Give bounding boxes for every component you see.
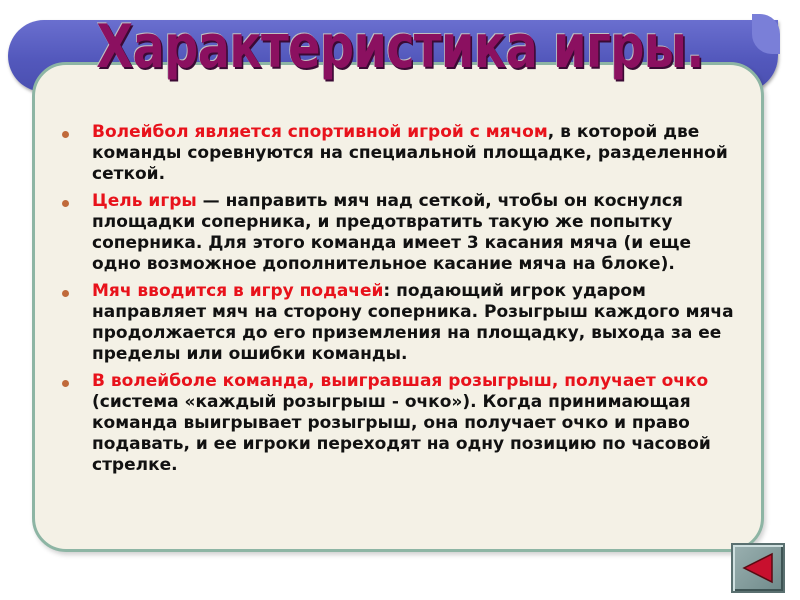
triangle-left-icon — [740, 551, 776, 585]
slide-title: Характеристика игры. — [96, 12, 704, 82]
item-text: — направить мяч над сеткой, чтобы он коснулся площадки соперника, и предотвратить такую же попытку соперника. Для этого команда имеет 3 касания мяча (и еще одно возможное дополнительное касание мяча на блоке). — [92, 191, 691, 274]
bullet-icon — [62, 131, 69, 138]
list-item — [60, 122, 740, 185]
bullet-icon — [62, 290, 69, 297]
back-button[interactable] — [731, 543, 785, 593]
item-highlight: Цель игры — [92, 191, 197, 211]
list-item — [60, 371, 740, 476]
item-text: , в которой две команды соревнуются на специальной площадке, разделенной сеткой. — [92, 122, 728, 184]
bullet-icon — [62, 200, 69, 207]
list-item — [60, 281, 740, 365]
item-text: : подающий игрок ударом направляет мяч на сторону соперника. Розыгрыш каждого мяча продолжается до его приземления на площадку, выхода за ее пределы или ошибки команды. — [92, 281, 734, 364]
bullet-list — [60, 122, 740, 482]
item-highlight: В волейболе команда, выигравшая розыгрыш, получает очко — [92, 371, 709, 391]
item-text: (система «каждый розыгрыш - очко»). Когда принимающая команда выигрывает розыгрыш, она получает очко и право подавать, и ее игроки переходят на одну позицию по часовой стрелке. — [92, 392, 711, 475]
item-highlight: Мяч вводится в игру подачей — [92, 281, 384, 301]
bullet-icon — [62, 380, 69, 387]
item-highlight: Волейбол является спортивной игрой с мячом — [92, 122, 548, 142]
list-item — [60, 191, 740, 275]
